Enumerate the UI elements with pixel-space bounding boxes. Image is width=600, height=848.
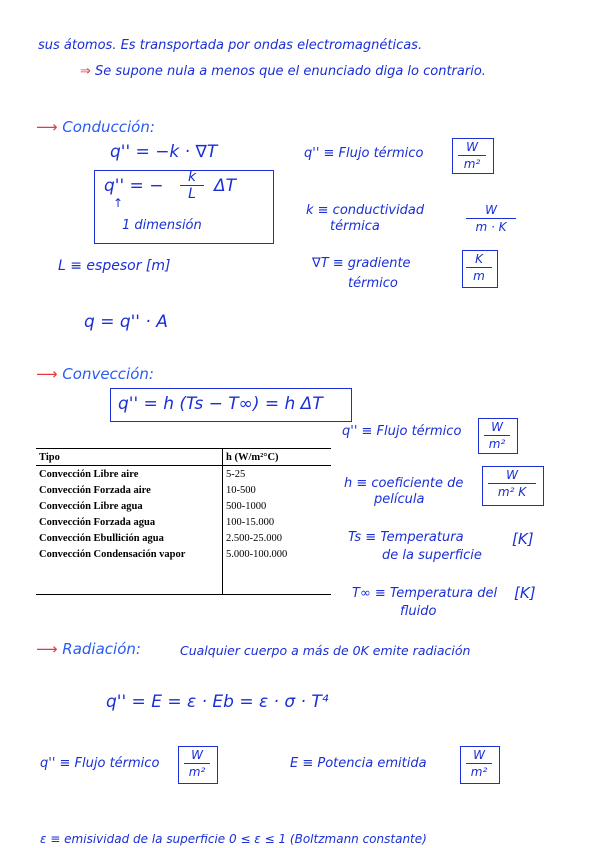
table-cell: 100-15.000 (226, 516, 275, 528)
section-arrow-icon: ⟶ (36, 118, 58, 136)
convection-coefficient-table (36, 448, 331, 595)
table-row (36, 482, 331, 498)
table-cell: 10-500 (226, 484, 256, 496)
radiation-heading: Radiación: (62, 640, 141, 658)
convection-def-q: q'' ≡ Flujo térmico (342, 424, 462, 439)
convection-heading: Convección: (62, 365, 154, 383)
table-cell: Convección Libre agua (36, 498, 223, 514)
radiation-def-e-unit-den: m² (470, 765, 488, 779)
conduction-def-L: L ≡ espesor [m] (58, 258, 171, 274)
convection-def-h-unit (488, 468, 536, 499)
table-row (36, 514, 331, 530)
table-header-row (36, 449, 331, 466)
intro-line-1: sus átomos. Es transportada por ondas electromagnéticas. (38, 38, 423, 53)
convection-def-ts-unit: [K] (512, 530, 534, 548)
table-cell: 5-25 (226, 468, 246, 480)
convection-def-h-unit-num: W (506, 468, 518, 482)
convection-def-ts-1: Ts ≡ Temperatura (348, 530, 464, 545)
convection-def-tinf-2: fluido (400, 604, 437, 619)
convection-def-h-2: película (374, 492, 425, 507)
radiation-cutoff-line: ε ≡ emisividad de la superficie 0 ≤ ε ≤ 1 (Boltzmann constante) (40, 834, 427, 846)
conduction-def-k-unit-num: W (485, 203, 497, 217)
section-arrow-icon: ⟶ (36, 365, 58, 383)
conduction-box-marker: ↑ (113, 196, 124, 210)
radiation-def-e: E ≡ Potencia emitida (290, 756, 427, 771)
section-arrow-icon: ⟶ (36, 640, 58, 658)
intro-line-2-text: Se supone nula a menos que el enunciado diga lo contrario. (95, 64, 486, 79)
conduction-def-q: q'' ≡ Flujo térmico (304, 146, 424, 161)
conduction-box-fraction-num: k (187, 169, 197, 185)
convection-def-h-1: h ≡ coeficiente de (344, 476, 464, 491)
conduction-def-grad-1: ∇T ≡ gradiente (312, 256, 411, 271)
section-heading-conduction (36, 118, 155, 136)
radiation-def-e-unit-num: W (473, 748, 485, 762)
table-row (36, 530, 331, 546)
conduction-def-grad-unit (466, 252, 492, 283)
convection-def-q-unit-num: W (491, 420, 503, 434)
table-cell: Convección Forzada aire (36, 482, 223, 498)
convection-def-ts-2: de la superficie (382, 548, 482, 563)
convection-def-q-unit-den: m² (488, 437, 506, 451)
convection-def-q-unit (484, 420, 510, 451)
convection-def-h-unit-den: m² K (497, 485, 527, 499)
conduction-eq-q: q = q'' · A (84, 312, 168, 332)
radiation-def-q-unit (184, 748, 210, 779)
radiation-def-q: q'' ≡ Flujo térmico (40, 756, 160, 771)
table-cell: Convección Ebullición agua (36, 530, 223, 546)
cutoff-line-clip (0, 834, 600, 848)
section-heading-radiation (36, 640, 141, 658)
conduction-def-q-unit (458, 140, 486, 171)
table-cell: Convección Condensación vapor (36, 546, 223, 562)
intro-line-2 (80, 64, 486, 79)
table-cell: 500-1000 (226, 500, 267, 512)
conduction-box-caption: 1 dimensión (122, 218, 202, 233)
radiation-def-e-unit (466, 748, 492, 779)
conduction-def-grad-2: térmico (348, 276, 398, 291)
conduction-box-fraction-den: L (188, 186, 196, 202)
conduction-box-right: ΔT (214, 176, 237, 196)
radiation-equation: q'' = E = ε · Eb = ε · σ · T⁴ (106, 692, 329, 712)
conduction-def-k-unit (466, 203, 516, 234)
table-row (36, 578, 331, 595)
convection-equation: q'' = h (Ts − T∞) = h ΔT (118, 394, 323, 414)
conduction-def-q-unit-den: m² (463, 157, 481, 171)
table-cell: 5.000-100.000 (226, 548, 288, 560)
conduction-heading: Conducción: (62, 118, 155, 136)
radiation-def-q-unit-den: m² (188, 765, 206, 779)
conduction-box-fraction (180, 170, 204, 201)
radiation-heading-text: Cualquier cuerpo a más de 0K emite radiación (180, 643, 471, 658)
section-heading-convection (36, 365, 154, 383)
conduction-general-equation: q'' = −k · ∇T (110, 142, 218, 162)
table-row (36, 546, 331, 562)
conduction-def-k-2: térmica (330, 219, 380, 234)
conduction-def-grad-unit-num: K (475, 252, 483, 266)
conduction-box-left: q'' = − (104, 176, 164, 196)
radiation-def-q-unit-num: W (191, 748, 203, 762)
table-header-cell: Tipo (36, 449, 223, 466)
table-cell: Convección Forzada agua (36, 514, 223, 530)
table-row (36, 562, 331, 578)
conduction-def-k-unit-den: m · K (475, 220, 507, 234)
convection-def-tinf-1: T∞ ≡ Temperatura del (352, 586, 498, 601)
implies-arrow-icon: ⇒ (80, 64, 91, 79)
conduction-def-q-unit-num: W (466, 140, 478, 154)
conduction-def-grad-unit-den: m (473, 269, 485, 283)
table-row (36, 498, 331, 514)
table-header-cell: h (W/m²°C) (223, 449, 332, 466)
table-row (36, 466, 331, 483)
table-cell: 2.500-25.000 (226, 532, 282, 544)
conduction-def-k-1: k ≡ conductividad (306, 203, 425, 218)
convection-def-tinf-unit: [K] (514, 584, 536, 602)
table-cell: Convección Libre aire (36, 466, 223, 483)
